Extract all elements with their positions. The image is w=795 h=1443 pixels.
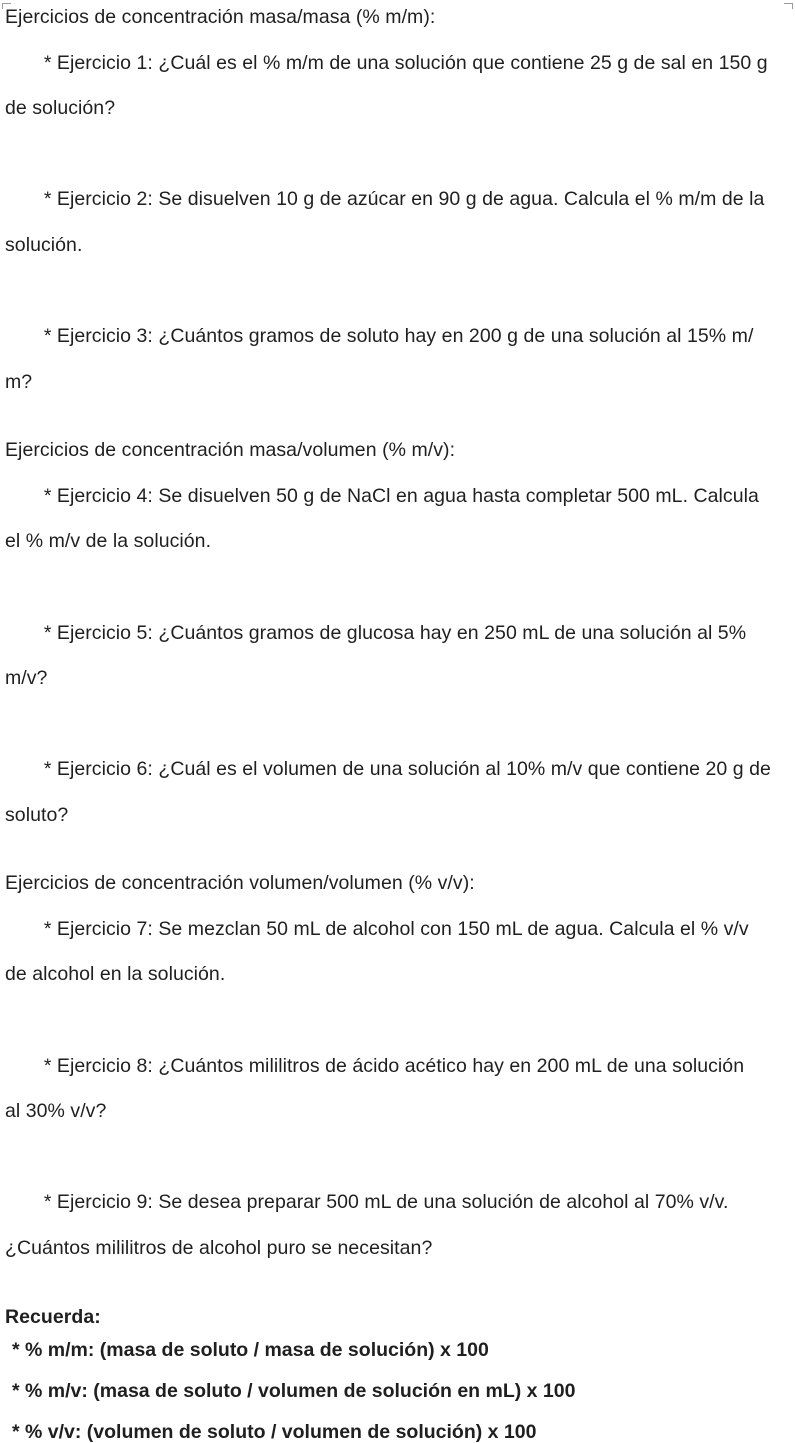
exercise-3	[5, 302, 791, 439]
section-heading-masa-masa: Ejercicios de concentración masa/masa (% m/m):	[5, 6, 436, 28]
exercise-5-line-1: * Ejercicio 5: ¿Cuántos gramos de glucosa hay en 250 mL de una solución al 5%	[43, 621, 747, 644]
reminder-title: Recuerda:	[5, 1306, 101, 1329]
exercise-8-line-2: al 30% v/v?	[5, 1100, 107, 1123]
exercise-5-line-2: m/v?	[5, 667, 48, 690]
exercise-1-line-1: * Ejercicio 1: ¿Cuál es el % m/m de una solución que contiene 25 g de sal en 150 g	[43, 51, 768, 74]
exercise-4-line-1: * Ejercicio 4: Se disuelven 50 g de NaCl en agua hasta completar 500 mL. Calcula	[43, 484, 759, 507]
exercise-3-line-2: m?	[5, 370, 33, 393]
exercise-9	[5, 1169, 791, 1306]
exercise-7-line-2: de alcohol en la solución.	[5, 963, 226, 986]
exercise-sheet	[5, 6, 791, 1443]
exercise-7	[5, 895, 791, 1032]
exercise-2-line-2: solución.	[5, 233, 83, 256]
exercise-9-line-2: ¿Cuántos mililitros de alcohol puro se necesitan?	[5, 1237, 433, 1260]
exercise-2-line-1: * Ejercicio 2: Se disuelven 10 g de azúcar en 90 g de agua. Calcula el % m/m de la	[43, 188, 765, 211]
formula-v-v: * % v/v: (volumen de soluto / volumen de solución) x 100	[12, 1421, 537, 1443]
exercise-6-line-1: * Ejercicio 6: ¿Cuál es el volumen de una solución al 10% m/v que contiene 20 g de	[43, 758, 771, 781]
formula-list	[5, 1339, 791, 1443]
exercise-1-line-2: de solución?	[5, 97, 116, 120]
exercise-5	[5, 599, 791, 736]
exercise-4-line-2: el % m/v de la solución.	[5, 530, 212, 553]
exercise-8-line-1: * Ejercicio 8: ¿Cuántos mililitros de ácido acético hay en 200 mL de una solución	[43, 1054, 745, 1077]
exercise-2	[5, 166, 791, 303]
section-heading-volumen-volumen: Ejercicios de concentración volumen/volumen (% v/v):	[5, 872, 475, 895]
exercise-9-line-1: * Ejercicio 9: Se desea preparar 500 mL de una solución de alcohol al 70% v/v.	[43, 1191, 729, 1214]
exercise-6-line-2: soluto?	[5, 803, 69, 826]
section-heading-masa-volumen: Ejercicios de concentración masa/volumen (% m/v):	[5, 439, 456, 462]
exercise-3-line-1: * Ejercicio 3: ¿Cuántos gramos de soluto hay en 200 g de una solución al 15% m/	[43, 325, 754, 348]
formula-m-v: * % m/v: (masa de soluto / volumen de solución en mL) x 100	[12, 1380, 576, 1403]
formula-m-m: * % m/m: (masa de soluto / masa de solución) x 100	[12, 1339, 489, 1362]
exercise-4	[5, 462, 791, 599]
exercise-8	[5, 1032, 791, 1169]
exercise-7-line-1: * Ejercicio 7: Se mezclan 50 mL de alcohol con 150 mL de agua. Calcula el % v/v	[43, 917, 749, 940]
exercise-1	[5, 29, 791, 166]
exercise-6	[5, 736, 791, 873]
